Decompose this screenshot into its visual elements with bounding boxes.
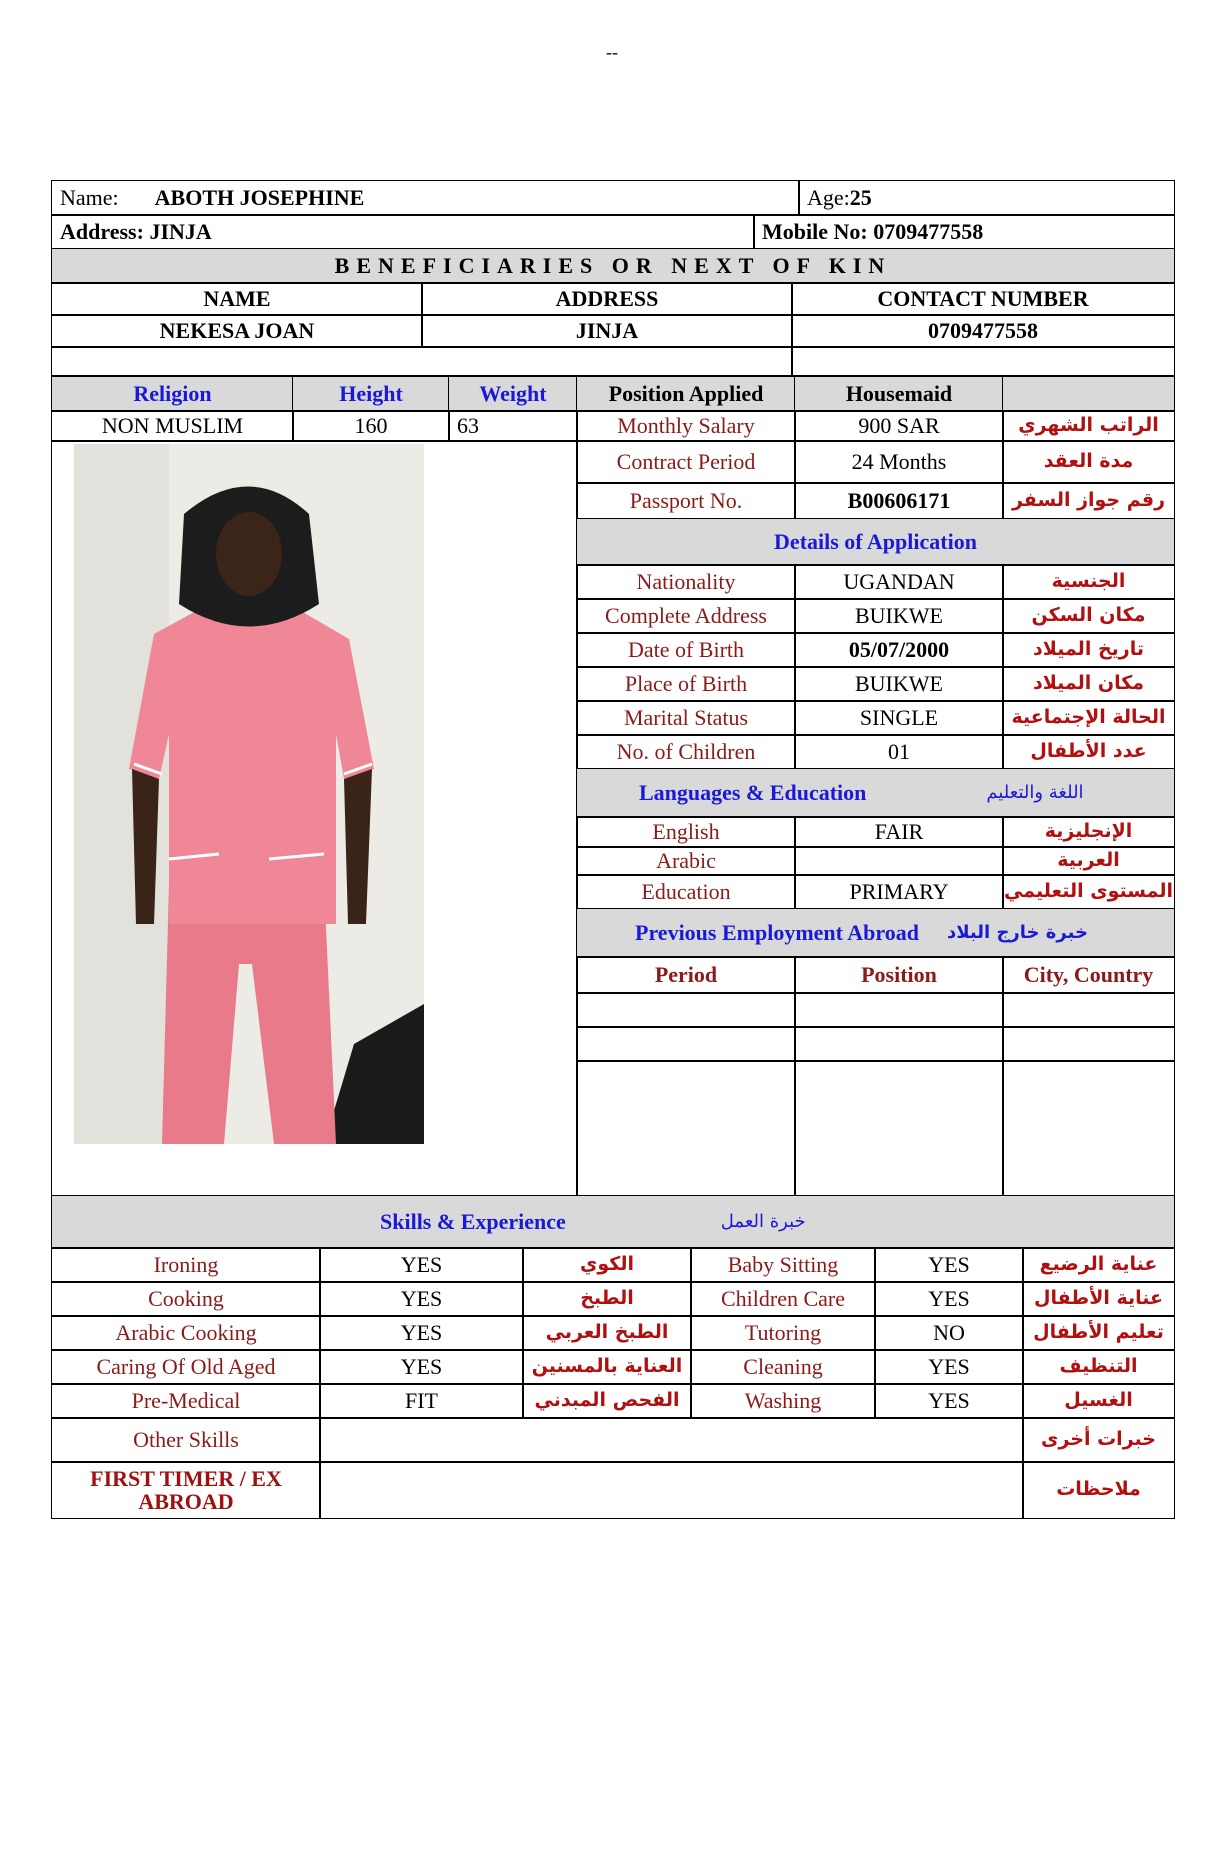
pob-arabic: مكان الميلاد	[1002, 666, 1175, 702]
employment-header-period: Period	[576, 956, 796, 994]
pob-value: BUIKWE	[794, 666, 1004, 702]
skill-label: Baby Sitting	[690, 1247, 876, 1283]
employment-cell	[1002, 992, 1175, 1028]
remarks-label: FIRST TIMER / EX ABROAD	[51, 1461, 321, 1519]
passport-value: B00606171	[794, 482, 1004, 520]
english-arabic: الإنجليزية	[1002, 816, 1175, 848]
skill-label: Children Care	[690, 1281, 876, 1317]
marital-label: Marital Status	[576, 700, 796, 736]
religion-value: NON MUSLIM	[51, 410, 294, 442]
skill-arabic: الطبخ	[522, 1281, 692, 1317]
salary-label: Monthly Salary	[576, 410, 796, 442]
address-label: Complete Address	[576, 598, 796, 634]
languages-title: Languages & Education	[639, 780, 867, 806]
skill-value: YES	[874, 1349, 1024, 1385]
contract-period-arabic: مدة العقد	[1002, 440, 1175, 484]
height-value: 160	[292, 410, 450, 442]
skill-value: YES	[874, 1247, 1024, 1283]
skills-title: Skills & Experience	[380, 1209, 566, 1235]
address-arabic: مكان السكن	[1002, 598, 1175, 634]
kin-header-address: ADDRESS	[421, 282, 793, 316]
skill-label: Ironing	[51, 1247, 321, 1283]
skill-label: Caring Of Old Aged	[51, 1349, 321, 1385]
passport-label: Passport No.	[576, 482, 796, 520]
weight-value: 63	[448, 410, 578, 442]
skill-arabic: الكوي	[522, 1247, 692, 1283]
mobile-cell: Mobile No: 0709477558	[753, 214, 1175, 250]
kin-header-contact: CONTACT NUMBER	[791, 282, 1175, 316]
marital-arabic: الحالة الإجتماعية	[1002, 700, 1175, 736]
employment-cell	[1002, 1026, 1175, 1062]
skill-label: Pre-Medical	[51, 1383, 321, 1419]
pob-label: Place of Birth	[576, 666, 796, 702]
arabic-value	[794, 846, 1004, 876]
position-applied-label: Position Applied	[576, 376, 796, 412]
height-header: Height	[292, 376, 450, 412]
skill-arabic: الغسيل	[1022, 1383, 1175, 1419]
skill-value: YES	[319, 1247, 524, 1283]
employment-title-row	[576, 908, 1175, 958]
passport-arabic: رقم جواز السفر	[1002, 482, 1175, 520]
kin-contact: 0709477558	[791, 314, 1175, 348]
details-title: Details of Application	[576, 518, 1175, 566]
skill-arabic: العناية بالمسنين	[522, 1349, 692, 1385]
nationality-arabic: الجنسية	[1002, 564, 1175, 600]
children-arabic: عدد الأطفال	[1002, 734, 1175, 770]
nationality-label: Nationality	[576, 564, 796, 600]
kin-empty-right	[791, 346, 1175, 376]
children-value: 01	[794, 734, 1004, 770]
skills-title-row	[51, 1195, 1175, 1249]
applicant-photo-image	[74, 444, 424, 1144]
name-cell	[51, 180, 800, 216]
kin-name: NEKESA JOAN	[51, 314, 423, 348]
kin-header-name: NAME	[51, 282, 423, 316]
employment-title: Previous Employment Abroad	[635, 920, 919, 946]
languages-title-row	[576, 768, 1175, 818]
other-skills-label: Other Skills	[51, 1417, 321, 1463]
employment-cell	[794, 1026, 1004, 1062]
skill-value: YES	[319, 1315, 524, 1351]
employment-header-city: City, Country	[1002, 956, 1175, 994]
skill-value: YES	[874, 1281, 1024, 1317]
age-cell	[798, 180, 1175, 216]
top-mark: --	[606, 42, 618, 62]
other-skills-arabic: خبرات أخرى	[1022, 1417, 1175, 1463]
skill-arabic: عناية الرضيع	[1022, 1247, 1175, 1283]
age-value: 25	[849, 185, 872, 211]
skill-value: YES	[319, 1281, 524, 1317]
skills-title-arabic: خبرة العمل	[720, 1210, 806, 1232]
skill-value: NO	[874, 1315, 1024, 1351]
dob-label: Date of Birth	[576, 632, 796, 668]
position-applied-value: Housemaid	[794, 376, 1004, 412]
skill-value: FIT	[319, 1383, 524, 1419]
english-label: English	[576, 816, 796, 848]
employment-cell	[576, 1060, 796, 1197]
skill-arabic: التنظيف	[1022, 1349, 1175, 1385]
employment-cell	[794, 1060, 1004, 1197]
kin-address: JINJA	[421, 314, 793, 348]
address-cell: Address: JINJA	[51, 214, 755, 250]
dob-value: 05/07/2000	[794, 632, 1004, 668]
age-label: Age:	[807, 185, 850, 211]
kin-title: BENEFICIARIES OR NEXT OF KIN	[51, 248, 1175, 284]
remarks-arabic: ملاحظات	[1022, 1461, 1175, 1519]
other-skills-value	[319, 1417, 1024, 1463]
contract-period-value: 24 Months	[794, 440, 1004, 484]
address-value: BUIKWE	[794, 598, 1004, 634]
applicant-photo	[74, 444, 424, 1144]
contract-period-label: Contract Period	[576, 440, 796, 484]
weight-header: Weight	[448, 376, 578, 412]
marital-value: SINGLE	[794, 700, 1004, 736]
nationality-value: UGANDAN	[794, 564, 1004, 600]
skill-arabic: تعليم الأطفال	[1022, 1315, 1175, 1351]
employment-cell	[1002, 1060, 1175, 1197]
children-label: No. of Children	[576, 734, 796, 770]
skill-label: Tutoring	[690, 1315, 876, 1351]
skill-value: YES	[874, 1383, 1024, 1419]
education-value: PRIMARY	[794, 874, 1004, 910]
remarks-value	[319, 1461, 1024, 1519]
salary-value: 900 SAR	[794, 410, 1004, 442]
arabic-label: Arabic	[576, 846, 796, 876]
skill-arabic: الطبخ العربي	[522, 1315, 692, 1351]
employment-cell	[576, 1026, 796, 1062]
position-blank	[1002, 376, 1175, 412]
skill-label: Cooking	[51, 1281, 321, 1317]
salary-arabic: الراتب الشهري	[1002, 410, 1175, 442]
employment-header-position: Position	[794, 956, 1004, 994]
languages-title-arabic: اللغة والتعليم	[986, 781, 1084, 803]
employment-cell	[576, 992, 796, 1028]
dob-arabic: تاريخ الميلاد	[1002, 632, 1175, 668]
skill-value: YES	[319, 1349, 524, 1385]
skill-label: Arabic Cooking	[51, 1315, 321, 1351]
employment-cell	[794, 992, 1004, 1028]
name-value: ABOTH JOSEPHINE	[154, 185, 365, 211]
education-label: Education	[576, 874, 796, 910]
skill-label: Cleaning	[690, 1349, 876, 1385]
arabic-arabic: العربية	[1002, 846, 1175, 876]
education-arabic: المستوى التعليمي	[1002, 874, 1175, 910]
name-label: Name:	[60, 185, 119, 211]
skill-arabic: عناية الأطفال	[1022, 1281, 1175, 1317]
kin-empty-left	[51, 346, 793, 376]
employment-title-arabic: خبرة خارج البلاد	[947, 921, 1088, 943]
religion-header: Religion	[51, 376, 294, 412]
skill-arabic: الفحص المبدني	[522, 1383, 692, 1419]
english-value: FAIR	[794, 816, 1004, 848]
skill-label: Washing	[690, 1383, 876, 1419]
